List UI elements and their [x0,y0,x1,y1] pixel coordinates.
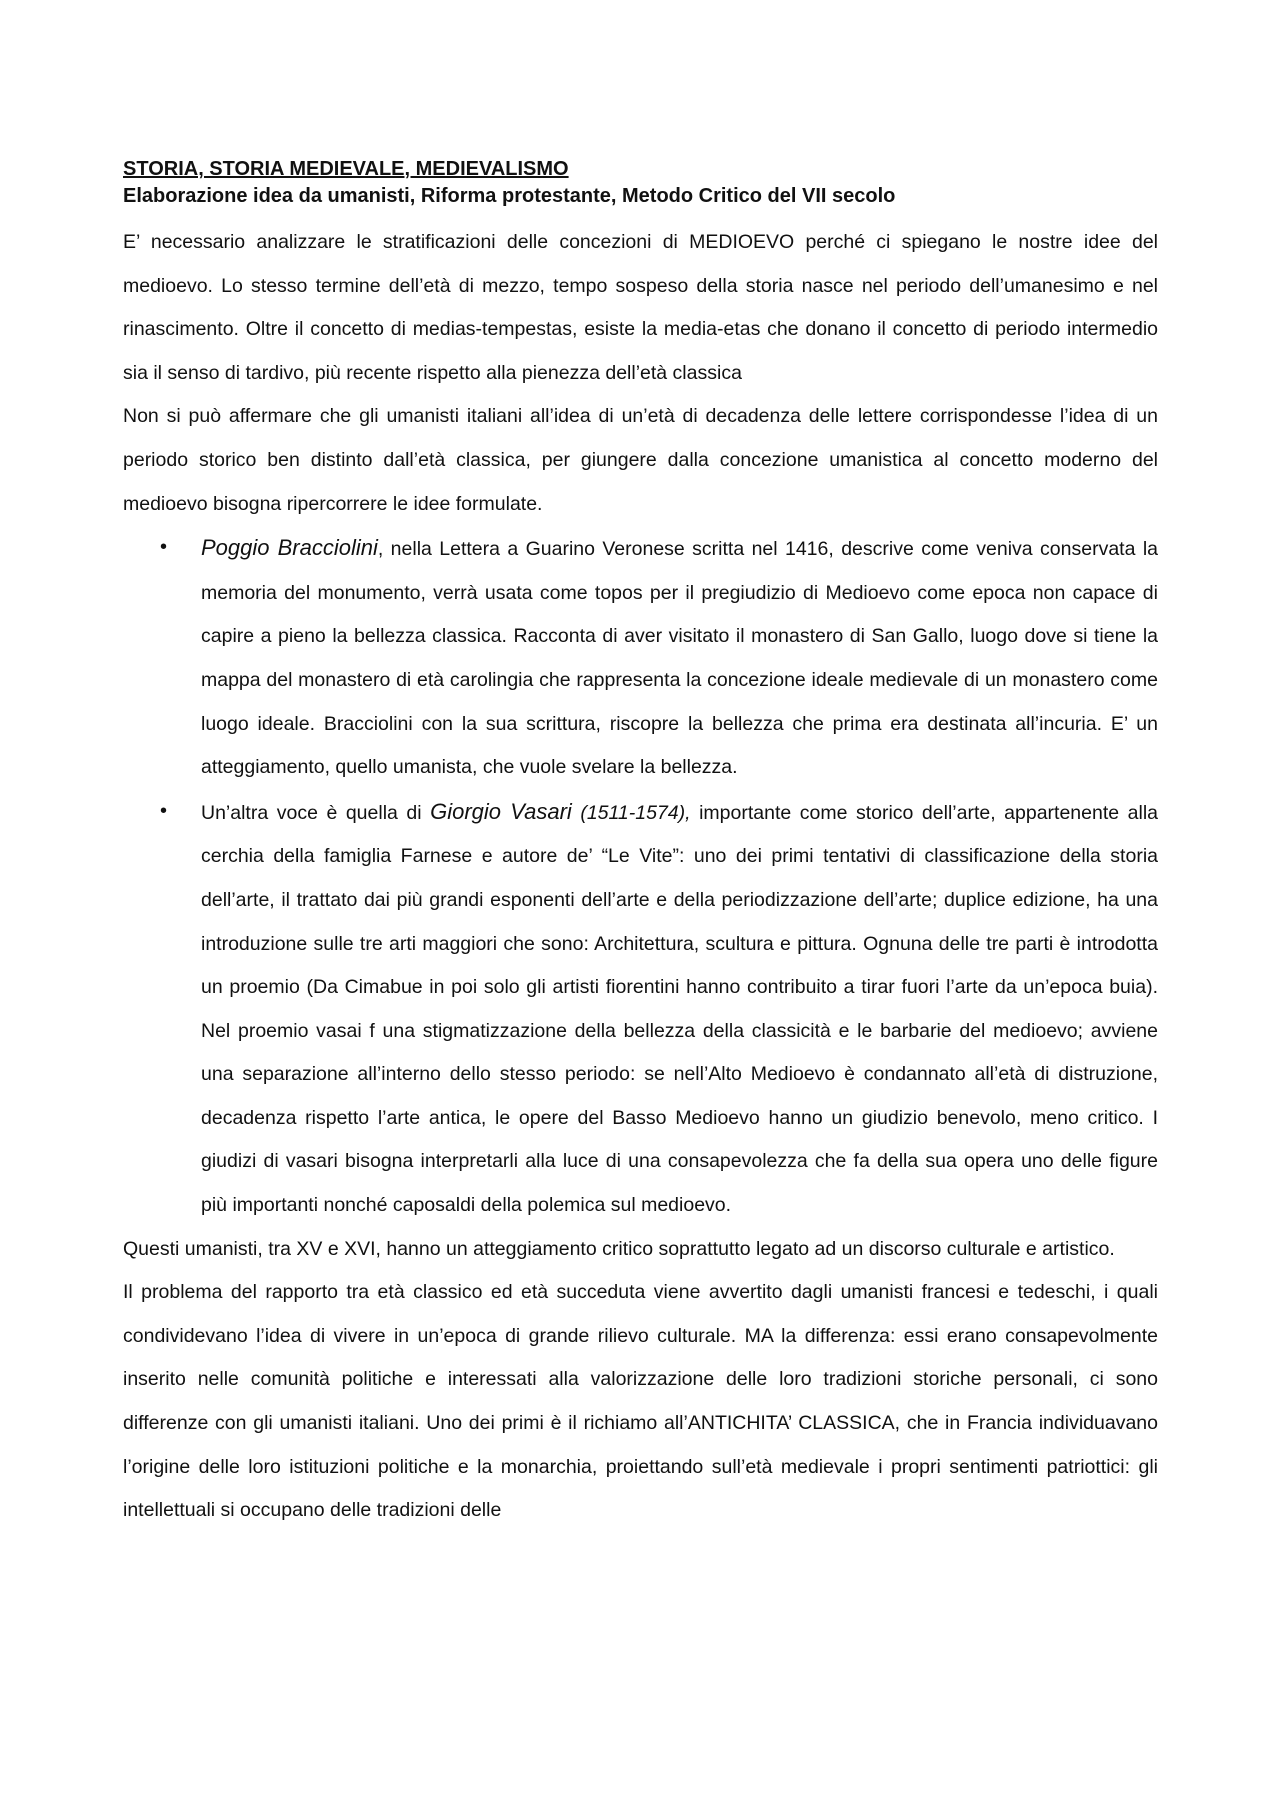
paragraph-umanisti: Questi umanisti, tra XV e XVI, hanno un atteggiamento critico soprattutto legato ad un discorso culturale e artistico. [123,1237,1115,1260]
intro-paragraph: E’ necessario analizzare le stratificazioni delle concezioni di MEDIOEVO perché ci spiegano le nostre idee del medioevo. Lo stesso termine dell’età di mezzo, tempo sospeso della storia nasce nel periodo dell’umanesimo e nel rinascimento. Oltre il concetto di medias-tempestas, esiste la media-etas che donano il concetto di periodo intermedio sia il senso di tardivo, più recente rispetto alla pienezza dell’età classica [123,231,1158,384]
bullet-item-vasari [123,790,1158,1228]
author-dates-vasari: (1511-1574), [571,801,691,824]
document-subtitle: Elaborazione idea da umanisti, Riforma protestante, Metodo Critico del VII secolo [123,185,896,207]
paragraph-rapporto: Il problema del rapporto tra età classico ed età succeduta viene avvertito dagli umanisti francesi e tedeschi, i quali condividevano l’idea di vivere in un’epoca di grande rilievo culturale. MA la differenza: essi erano consapevolmente inserito nelle comunità politiche e interessati alla valorizzazione delle loro tradizioni storiche personali, ci sono differenze con gli umanisti italiani. Uno dei primi è il richiamo all’ANTICHITA’ CLASSICA, che in Francia individuavano l’origine delle loro istituzioni politiche e la monarchia, proiettando sull’età medievale i propri sentimenti patriottici: gli intellettuali si occupano delle tradizioni delle [123,1281,1158,1522]
author-name-bracciolini: Poggio Bracciolini [201,535,378,561]
author-name-vasari: Giorgio Vasari [430,798,572,824]
bullet-list [123,526,1158,1228]
document-title: STORIA, STORIA MEDIEVALE, MEDIEVALISMO [123,158,569,180]
document-page [123,156,1158,1533]
bullet-prefix-vasari: Un’altra voce è quella di [201,801,431,824]
bullet-item-bracciolini [123,526,1158,790]
bullet-icon: • [160,536,168,559]
bullet-text-bracciolini: , nella Lettera a Guarino Veronese scritta nel 1416, descrive come veniva conservata la memoria del monumento, verrà usata come topos per il pregiudizio di Medioevo come epoca non capace di capire a pieno la bellezza classica. Racconta di aver visitato il monastero di San Gallo, luogo dove si tiene la mappa del monastero di età carolingia che rappresenta la concezione ideale medievale di un monastero come luogo ideale. Bracciolini con la sua scrittura, riscopre la bellezza che prima era destinata all’incuria. E’ un atteggiamento, quello umanista, che vuole svelare la bellezza. [201,538,1158,779]
bullet-icon: • [160,799,168,822]
intro-paragraph-2: Non si può affermare che gli umanisti italiani all’idea di un’età di decadenza delle lettere corrispondesse l’idea di un periodo storico ben distinto dall’età classica, per giungere dalla concezione umanistica al concetto moderno del medioevo bisogna ripercorrere le idee formulate. [123,405,1158,515]
bullet-text-vasari: importante come storico dell’arte, appartenente alla cerchia della famiglia Farnese e autore de’ “Le Vite”: uno dei primi tentativi di classificazione della storia dell’arte, il trattato dai più grandi esponenti dell’arte e della periodizzazione dell’arte; duplice edizione, ha una introduzione sulle tre arti maggiori che sono: Architettura, scultura e pittura. Ognuna delle tre parti è introdotta un proemio (Da Cimabue in poi solo gli artisti fiorentini hanno contribuito a tirar fuori l’arte da un’epoca buia). Nel proemio vasai f una stigmatizzazione della bellezza della classicità e le barbarie del medioevo; avviene una separazione all’interno dello stesso periodo: se nell’Alto Medioevo è condannato all’età di distruzione, decadenza rispetto l’arte antica, le opere del Basso Medioevo hanno un giudizio benevolo, meno critico. I giudizi di vasari bisogna interpretarli alla luce di una consapevolezza che fa della sua opera uno delle figure più importanti nonché caposaldi della polemica sul medioevo. [201,801,1158,1217]
